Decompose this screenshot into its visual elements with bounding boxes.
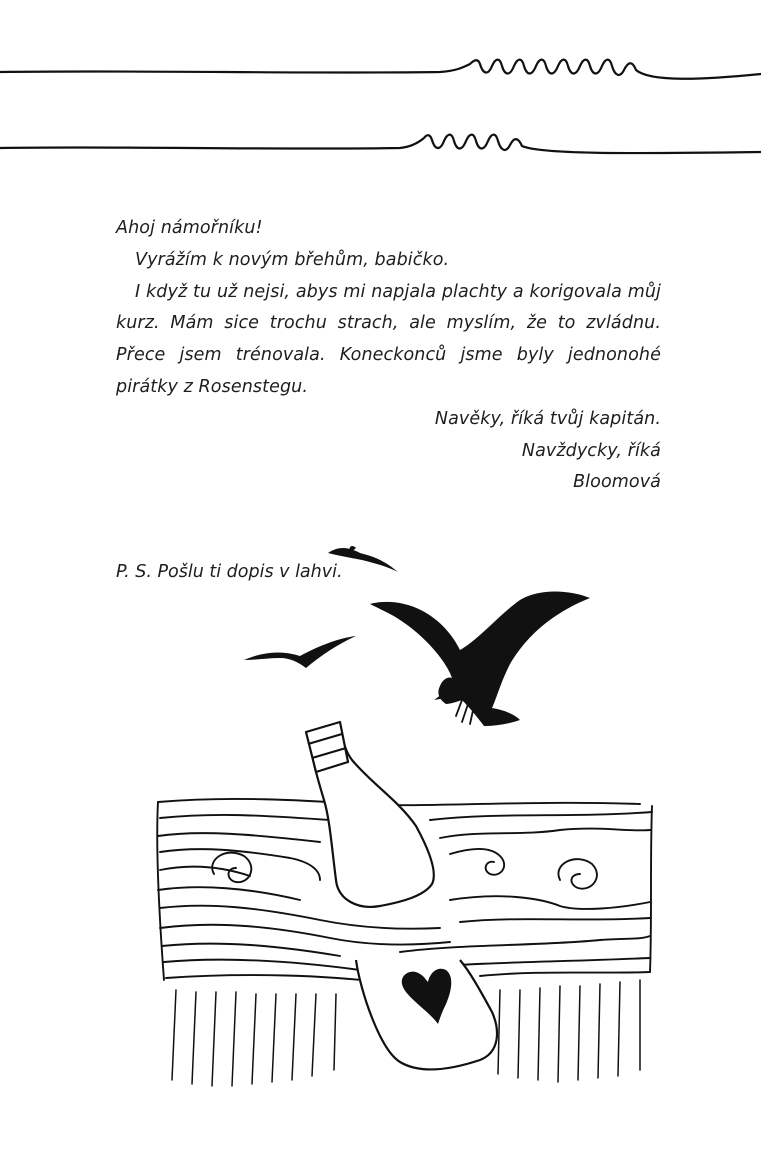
letter-paragraph: I když tu už nejsi, abys mi napjala plachty a korigovala můj kurz. Mám sice trochu strach, ale myslím, že to zvládnu. Přece jsem trénovala. Koneckonců jsme byly jednonohé pirátky z Rosenstegu.: [116, 281, 661, 397]
letter-greeting: Ahoj námořníku!: [116, 218, 263, 238]
wave-rule-icon: [0, 0, 761, 170]
letter-signoff-1: Navěky, říká tvůj kapitán.: [434, 408, 661, 429]
letter-signoff-2: Navždycky, říká: [521, 440, 661, 461]
seagull-icon: [370, 592, 590, 727]
letter-signature: Bloomová: [573, 472, 661, 493]
illustration: [150, 535, 670, 1105]
seagull-icon: [328, 546, 398, 572]
letter-line-1: Vyrážím k novým břehům, babičko.: [135, 249, 450, 270]
letter-postscript: P. S. Pošlu ti dopis v lahvi.: [116, 562, 343, 582]
letter-body: [116, 213, 661, 499]
seagull-icon: [244, 636, 356, 668]
